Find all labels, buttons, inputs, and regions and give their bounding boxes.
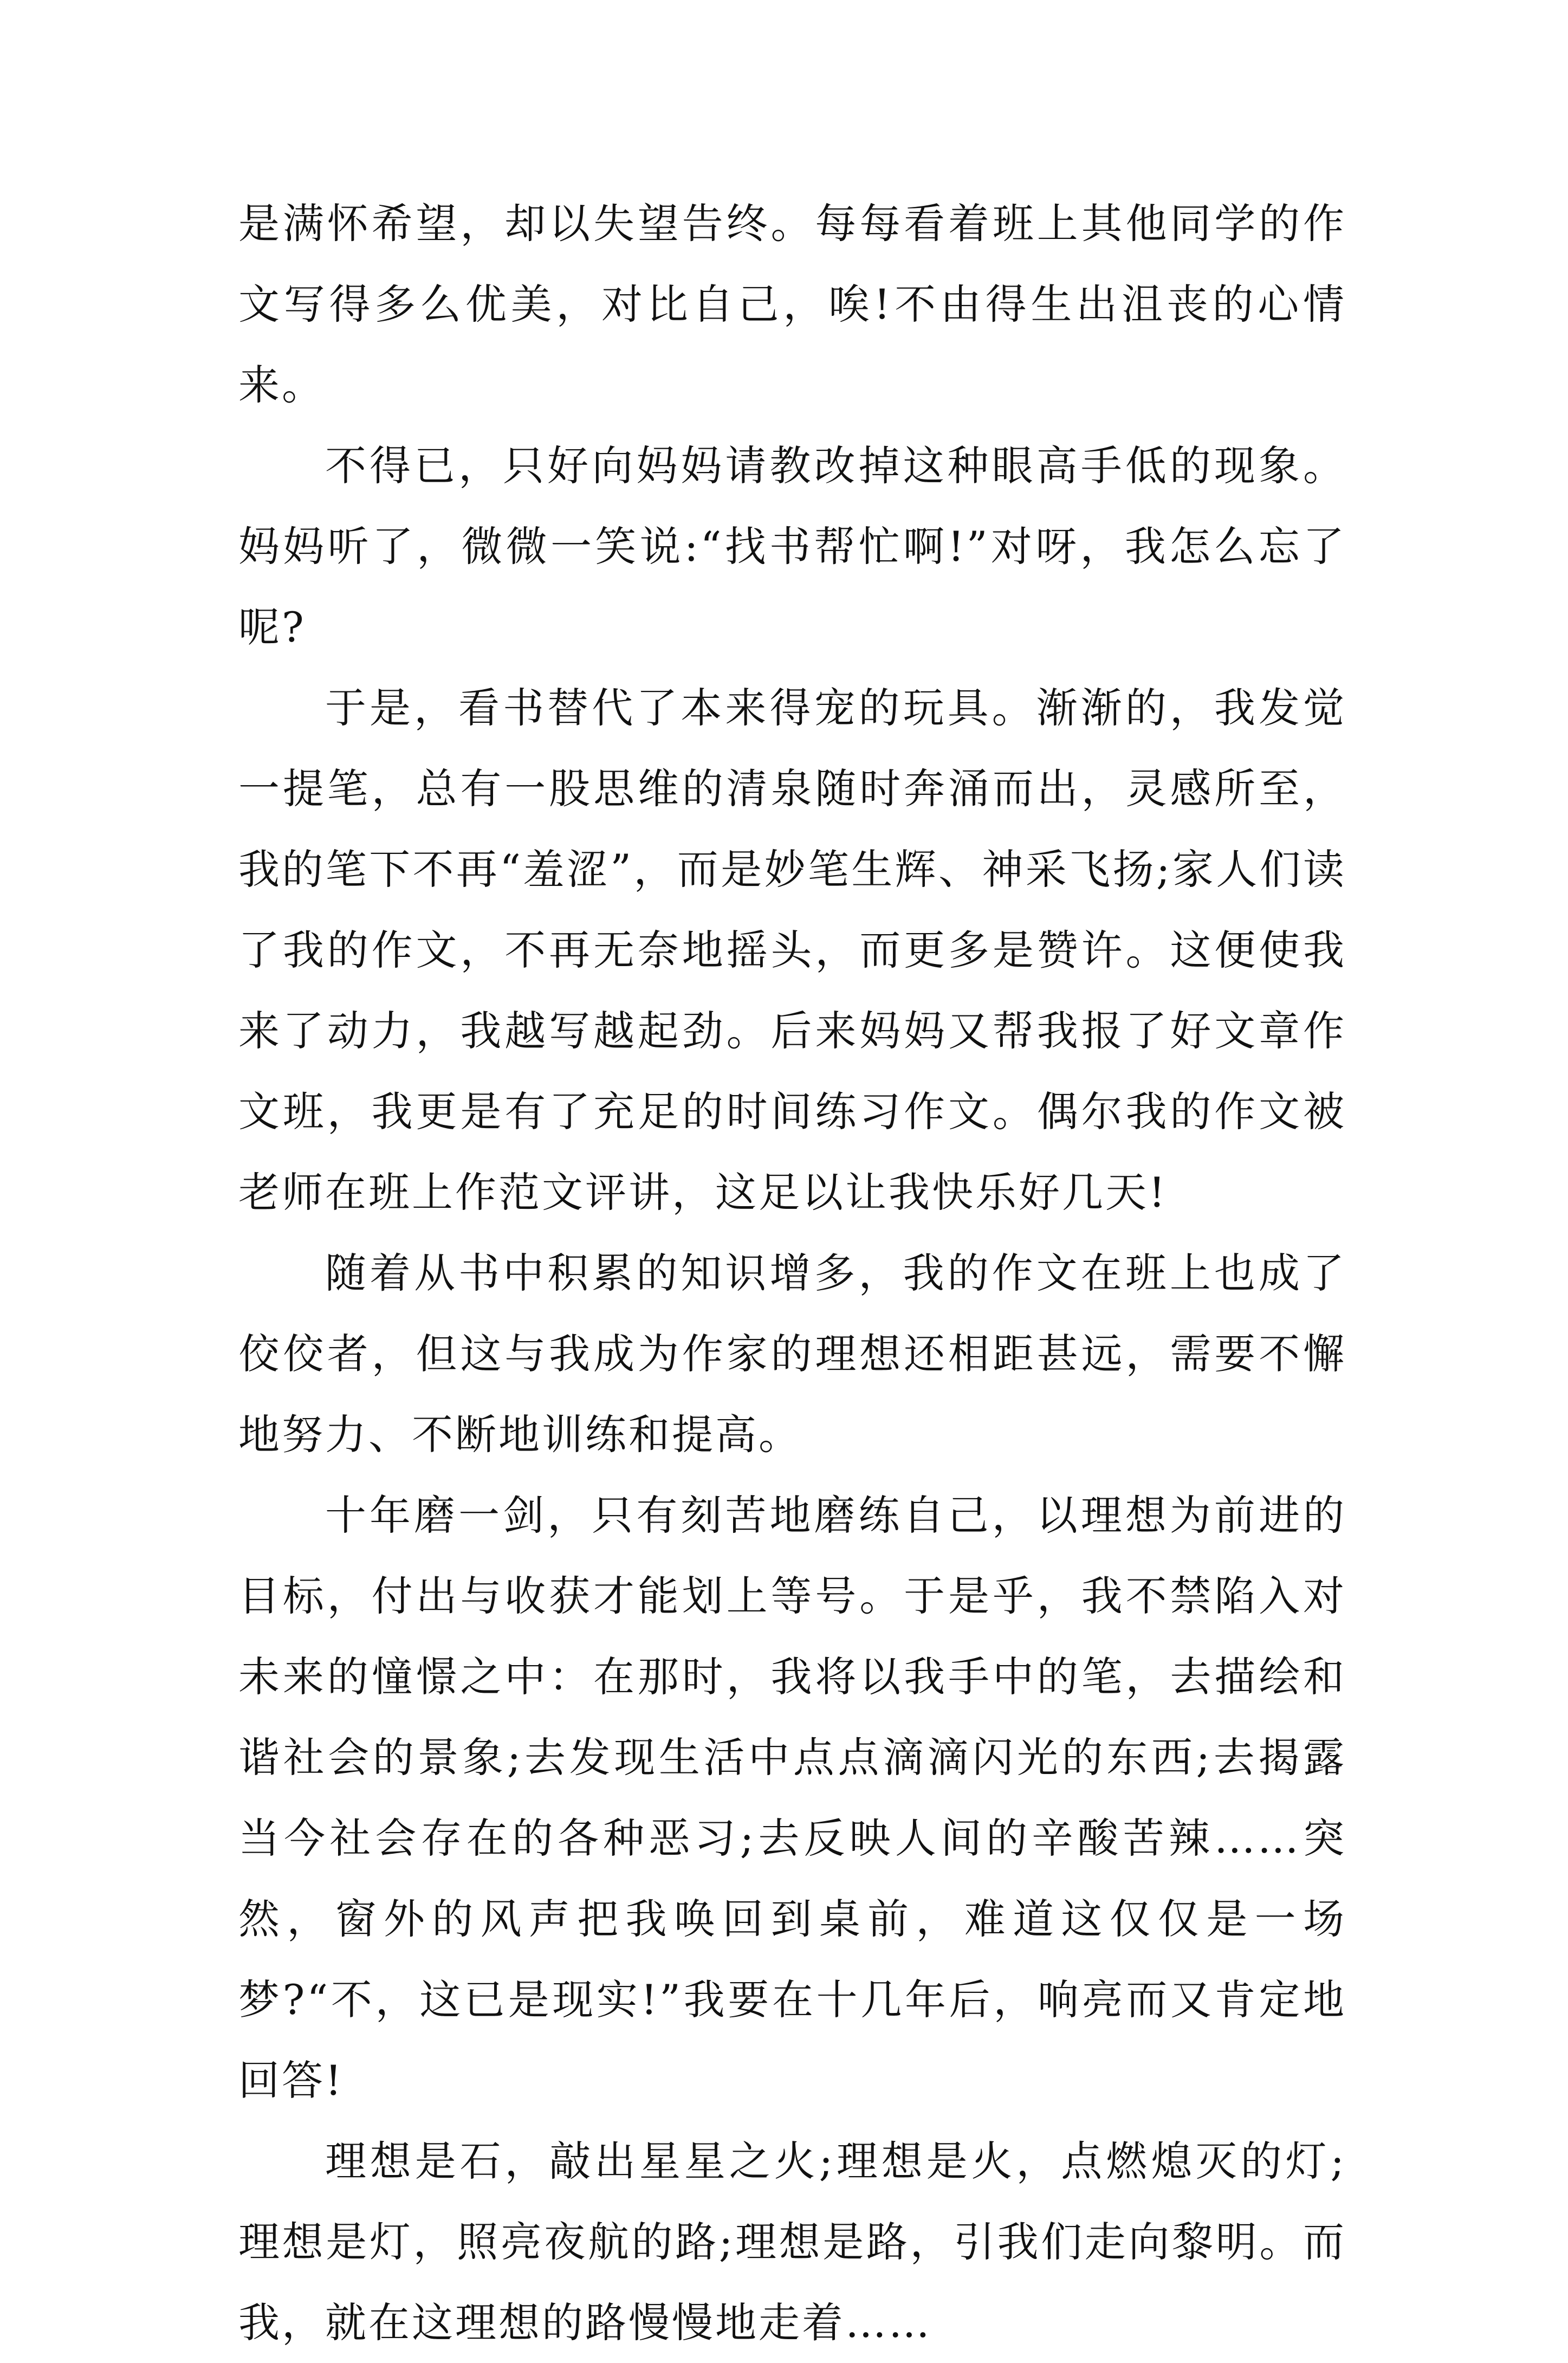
paragraph-2: 不得已，只好向妈妈请教改掉这种眼高手低的现象。妈妈听了，微微一笑说:“找书帮忙啊!”对呀，我怎么忘了呢? (238, 442, 1346, 651)
body-text (238, 183, 1346, 2363)
paragraph-5: 十年磨一剑，只有刻苦地磨练自己，以理想为前进的目标，付出与收获才能划上等号。于是乎，我不禁陷入对未来的憧憬之中：在那时，我将以我手中的笔，去描绘和谐社会的景象;去发现生活中点点滴滴闪光的东西;去揭露当今社会存在的各种恶习;去反映人间的辛酸苦辣……突然，窗外的风声把我唤回到桌前，难道这仅仅是一场梦?“不，这已是现实!”我要在十几年后，响亮而又肯定地回答! (238, 1491, 1346, 2105)
paragraph-4: 随着从书中积累的知识增多，我的作文在班上也成了佼佼者，但这与我成为作家的理想还相距甚远，需要不懈地努力、不断地训练和提高。 (238, 1249, 1346, 1459)
paragraph-6: 理想是石，敲出星星之火;理想是火，点燃熄灭的灯;理想是灯，照亮夜航的路;理想是路，引我们走向黎明。而我，就在这理想的路慢慢地走着…… (238, 2137, 1346, 2347)
paragraph-1: 是满怀希望，却以失望告终。每每看着班上其他同学的作文写得多么优美，对比自己，唉!不由得生出沮丧的心情来。 (238, 199, 1346, 409)
paragraph-3: 于是，看书替代了本来得宠的玩具。渐渐的，我发觉一提笔，总有一股思维的清泉随时奔涌而出，灵感所至，我的笔下不再“羞涩”，而是妙笔生辉、神采飞扬;家人们读了我的作文，不再无奈地摇头，而更多是赞许。这便使我来了动力，我越写越起劲。后来妈妈又帮我报了好文章作文班，我更是有了充足的时间练习作文。偶尔我的作文被老师在班上作范文评讲，这足以让我快乐好几天! (238, 684, 1346, 1216)
